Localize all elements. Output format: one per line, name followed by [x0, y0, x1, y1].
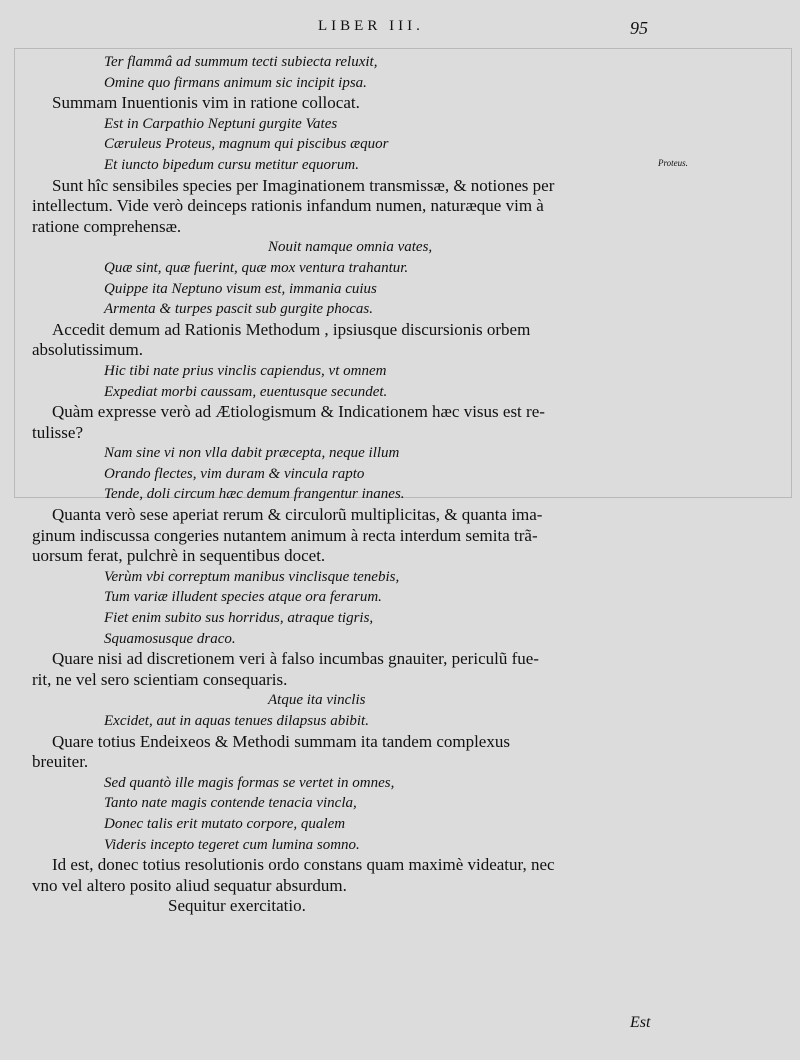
- verse-line: Sed quantò ille magis formas se vertet in omnes,: [104, 774, 395, 791]
- verse-line: Nam sine vi non vlla dabit præcepta, neque illum: [104, 445, 400, 462]
- prose-line: vno vel altero posito aliud sequatur absurdum.: [32, 875, 347, 895]
- verse-line: Ter flammâ ad summum tecti subiecta reluxit,: [104, 54, 378, 70]
- prose-line: Sunt hîc sensibiles species per Imaginationem transmissæ, & notiones per: [52, 175, 555, 195]
- verse-line: Tende, doli circum hæc demum frangentur inanes.: [104, 486, 405, 503]
- verse-line: Orando flectes, vim duram & vincula rapto: [104, 465, 365, 482]
- body-text: [32, 52, 662, 917]
- running-head: LIBER III.: [318, 18, 424, 34]
- catchword: Est: [630, 1014, 651, 1031]
- prose-line: rit, ne vel sero scientiam consequaris.: [32, 669, 288, 689]
- prose-line: tulisse?: [32, 422, 83, 442]
- prose-line: Accedit demum ad Rationis Methodum , ipsiusque discursionis orbem: [52, 319, 531, 339]
- prose-line: Id est, donec totius resolutionis ordo constans quam maximè videatur, nec: [52, 855, 555, 875]
- verse-line: Verùm vbi correptum manibus vinclisque tenebis,: [104, 568, 400, 585]
- prose-line: uorsum ferat, pulchrè in sequentibus docet.: [32, 546, 326, 566]
- prose-line: Sequitur exercitatio.: [168, 896, 306, 916]
- prose-line: Quanta verò sese aperiat rerum & circulorũ multiplicitas, & quanta ima-: [52, 505, 543, 525]
- page-header: [0, 18, 800, 42]
- verse-line: Squamosusque draco.: [104, 630, 236, 647]
- verse-line: Quæ sint, quæ fuerint, quæ mox ventura trahantur.: [104, 259, 409, 276]
- margin-note: Proteus.: [658, 158, 688, 168]
- prose-line: Quàm expresse verò ad Ætiologismum & Indicationem hæc visus est re-: [52, 402, 545, 422]
- prose-line: ratione comprehensæ.: [32, 216, 182, 236]
- verse-line: Et iuncto bipedum cursu metitur equorum.: [104, 156, 359, 173]
- verse-line: Armenta & turpes pascit sub gurgite phocas.: [104, 301, 374, 318]
- verse-line: Videris incepto tegeret cum lumina somno.: [104, 836, 360, 853]
- prose-line: Summam Inuentionis vim in ratione collocat.: [52, 93, 360, 113]
- verse-line: Fiet enim subito sus horridus, atraque tigris,: [104, 610, 374, 627]
- verse-line: Expediat morbi caussam, euentusque secundet.: [104, 383, 388, 400]
- verse-line: Donec talis erit mutato corpore, qualem: [104, 815, 346, 832]
- prose-line: ginum indiscussa congeries nutantem animum à recta interdum semita trã-: [32, 525, 538, 545]
- verse-line: Omine quo firmans animum sic incipit ipsa.: [104, 74, 367, 91]
- verse-line: Nouit namque omnia vates,: [268, 239, 433, 256]
- prose-line: breuiter.: [32, 752, 89, 772]
- prose-line: intellectum. Vide verò deinceps rationis infandum numen, naturæque vim à: [32, 196, 544, 216]
- prose-line: Quare nisi ad discretionem veri à falso incumbas gnauiter, periculũ fue-: [52, 649, 539, 669]
- prose-line: absolutissimum.: [32, 340, 143, 360]
- verse-line: Quippe ita Neptuno visum est, immania cuius: [104, 280, 377, 297]
- prose-line: Quare totius Endeixeos & Methodi summam ita tandem complexus: [52, 731, 510, 751]
- verse-line: Atque ita vinclis: [268, 692, 366, 709]
- verse-line: Hic tibi nate prius vinclis capiendus, vt omnem: [104, 362, 387, 379]
- verse-line: Excidet, aut in aquas tenues dilapsus abibit.: [104, 713, 369, 729]
- verse-line: Tum variæ illudent species atque ora ferarum.: [104, 589, 382, 606]
- verse-line: Tanto nate magis contende tenacia vincla,: [104, 795, 357, 812]
- verse-line: Est in Carpathio Neptuni gurgite Vates: [104, 115, 338, 132]
- page-number: 95: [630, 18, 648, 38]
- verse-line: Cæruleus Proteus, magnum qui piscibus æquor: [104, 136, 389, 153]
